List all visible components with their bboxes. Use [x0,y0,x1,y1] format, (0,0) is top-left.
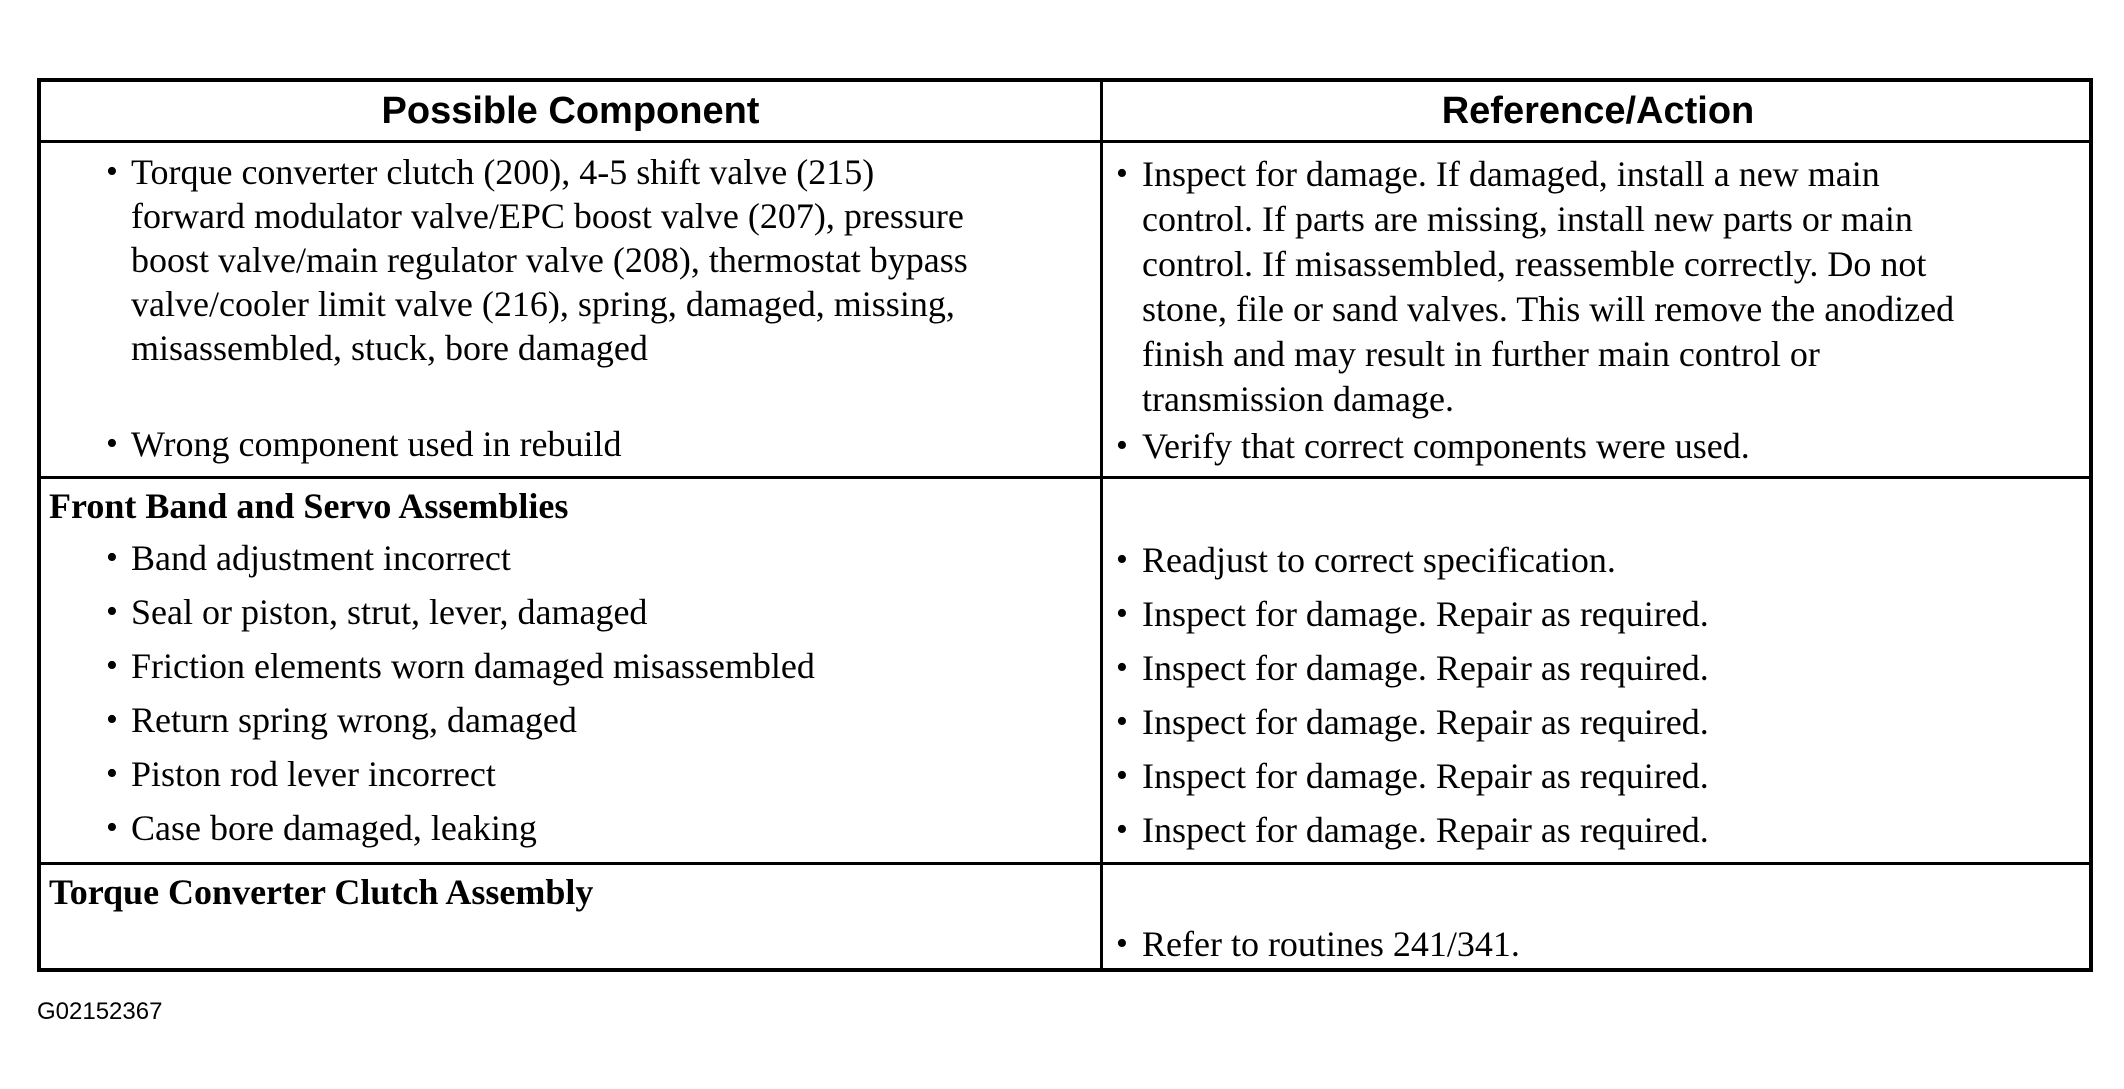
header-divider [41,140,2089,143]
column-divider [1100,82,1103,968]
action-text: control. If misassembled, reassemble correctly. Do not [1142,244,1927,284]
bullet-icon: • [1116,703,1128,740]
bullet-icon: • [1116,811,1128,848]
action-text: Readjust to correct specification. [1142,540,1616,580]
component-text: Return spring wrong, damaged [131,700,577,740]
component-text: Friction elements worn damaged misassembled [131,646,815,686]
bullet-icon: • [106,593,118,630]
component-text: valve/cooler limit valve (216), spring, damaged, missing, [131,284,955,324]
bullet-icon: • [106,153,118,190]
diagnosis-table [37,78,2093,972]
figure-id: G02152367 [37,998,163,1025]
action-text: Inspect for damage. If damaged, install a new main [1142,154,1880,194]
header-possible-component: Possible Component [381,89,760,132]
bullet-icon: • [1116,595,1128,632]
section-title: Torque Converter Clutch Assembly [49,872,594,912]
component-text: Wrong component used in rebuild [131,424,622,464]
bullet-icon: • [1116,541,1128,578]
action-text: Inspect for damage. Repair as required. [1142,648,1709,688]
bullet-icon: • [106,425,118,462]
action-text: transmission damage. [1142,379,1454,419]
action-text: stone, file or sand valves. This will remove the anodized [1142,289,1955,329]
component-text: boost valve/main regulator valve (208), thermostat bypass [131,240,968,280]
component-text: Band adjustment incorrect [131,538,511,578]
row-divider-1 [41,476,2089,479]
component-text: Piston rod lever incorrect [131,754,496,794]
bullet-icon: • [106,539,118,576]
component-text: Seal or piston, strut, lever, damaged [131,592,648,632]
action-text: Inspect for damage. Repair as required. [1142,810,1709,850]
bullet-icon: • [106,755,118,792]
bullet-icon: • [106,647,118,684]
component-text: forward modulator valve/EPC boost valve (207), pressure [131,196,964,236]
component-text: Case bore damaged, leaking [131,808,537,848]
action-text: control. If parts are missing, install new parts or main [1142,199,1913,239]
action-text: Verify that correct components were used. [1142,426,1750,466]
action-text: Inspect for damage. Repair as required. [1142,756,1709,796]
action-text: Inspect for damage. Repair as required. [1142,702,1709,742]
action-text: Inspect for damage. Repair as required. [1142,594,1709,634]
section-title: Front Band and Servo Assemblies [49,486,569,526]
bullet-icon: • [1116,757,1128,794]
component-text: misassembled, stuck, bore damaged [131,328,648,368]
action-text: finish and may result in further main control or [1142,334,1820,374]
row-divider-2 [41,862,2089,865]
bullet-icon: • [1116,427,1128,464]
component-text: Torque converter clutch (200), 4-5 shift valve (215) [131,152,875,192]
header-reference-action: Reference/Action [1441,89,1755,132]
bullet-icon: • [106,701,118,738]
bullet-icon: • [1116,649,1128,686]
action-text: Refer to routines 241/341. [1142,924,1520,964]
bullet-icon: • [1116,925,1128,962]
bullet-icon: • [1116,155,1128,192]
bullet-icon: • [106,809,118,846]
